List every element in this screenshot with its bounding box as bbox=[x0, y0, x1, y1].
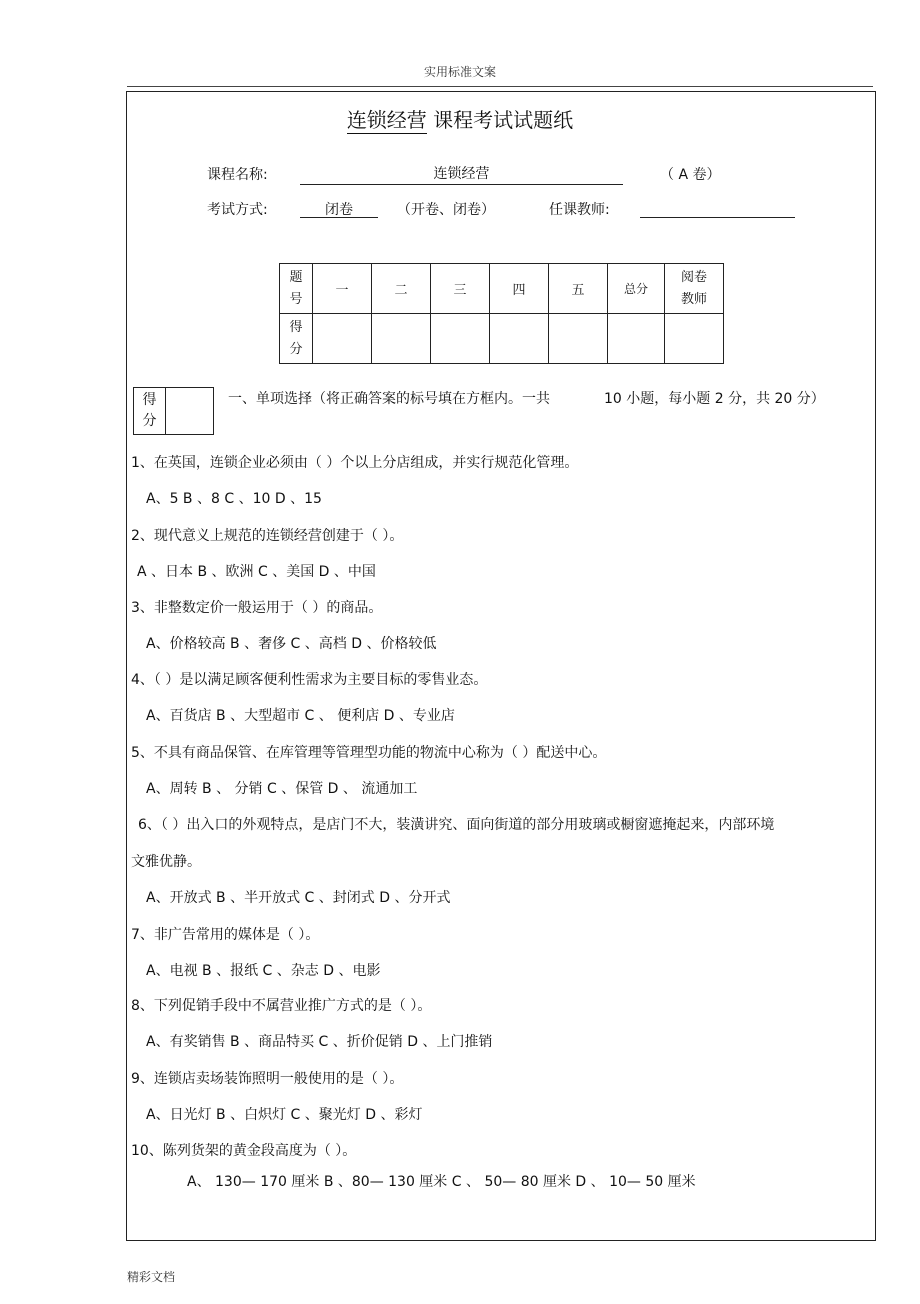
question-8-options: A、有奖销售 B 、商品特买 C 、折价促销 D 、上门推销 bbox=[146, 1034, 493, 1050]
paper-type: （ A 卷） bbox=[660, 167, 721, 183]
question-6-continued: 文雅优静。 bbox=[131, 854, 201, 870]
question-4-options: A、百货店 B 、大型超市 C 、 便利店 D 、专业店 bbox=[146, 708, 455, 724]
question-6-options: A、开放式 B 、半开放式 C 、封闭式 D 、分开式 bbox=[146, 890, 451, 906]
course-name-label: 课程名称: bbox=[207, 167, 268, 183]
question-7-options: A、电视 B 、报纸 C 、杂志 D 、电影 bbox=[146, 963, 381, 979]
question-5: 5、不具有商品保管、在库管理等管理型功能的物流中心称为（ ）配送中心。 bbox=[131, 745, 607, 761]
score-col-total: 总分 bbox=[608, 264, 665, 314]
question-10: 10、陈列货架的黄金段高度为（ ）。 bbox=[131, 1143, 357, 1159]
question-4: 4、（ ）是以满足顾客便利性需求为主要目标的零售业态。 bbox=[131, 672, 488, 688]
page-header: 实用标准文案 bbox=[423, 65, 496, 79]
question-7: 7、非广告常用的媒体是（ ）。 bbox=[131, 927, 320, 943]
section1-count: 10 小题，每小题 2 分，共 20 分） bbox=[604, 391, 825, 407]
course-name-line bbox=[300, 184, 623, 185]
page-title bbox=[0, 104, 920, 133]
score-col-2: 二 bbox=[372, 264, 431, 314]
score-col-4: 四 bbox=[490, 264, 549, 314]
title-rest: 课程考试试题纸 bbox=[426, 108, 574, 132]
question-2: 2、现代意义上规范的连锁经营创建于（ ）。 bbox=[131, 528, 404, 544]
score-cell[interactable] bbox=[665, 314, 724, 364]
question-9: 9、连锁店卖场装饰照明一般使用的是（ ）。 bbox=[131, 1071, 404, 1087]
question-9-options: A、日光灯 B 、白炽灯 C 、聚光灯 D 、彩灯 bbox=[146, 1107, 423, 1123]
question-3-options: A、价格较高 B 、奢侈 C 、高档 D 、价格较低 bbox=[146, 636, 437, 652]
score-cell[interactable] bbox=[313, 314, 372, 364]
question-1: 1、在英国，连锁企业必须由（ ）个以上分店组成，并实行规范化管理。 bbox=[131, 455, 579, 471]
exam-mode-label: 考试方式: bbox=[207, 202, 268, 218]
section1-score-box bbox=[133, 387, 214, 435]
question-2-options: A 、日本 B 、欧洲 C 、美国 D 、中国 bbox=[137, 564, 376, 580]
question-1-options: A、5 B 、8 C 、10 D 、15 bbox=[146, 491, 322, 507]
question-5-options: A、周转 B 、 分销 C 、保管 D 、 流通加工 bbox=[146, 781, 418, 797]
title-course: 连锁经营 bbox=[346, 108, 427, 132]
course-name-field[interactable]: 连锁经营 bbox=[433, 166, 490, 182]
question-10-options: A、 130— 170 厘米 B 、80— 130 厘米 C 、 50— 80 厘米 D 、 10— 50 厘米 bbox=[187, 1174, 696, 1190]
score-col-3: 三 bbox=[431, 264, 490, 314]
score-cell[interactable] bbox=[490, 314, 549, 364]
exam-mode-options: （开卷、闭卷） bbox=[397, 202, 495, 218]
score-cell[interactable] bbox=[372, 314, 431, 364]
score-cell[interactable] bbox=[608, 314, 665, 364]
score-col-reviewer: 阅卷 教师 bbox=[665, 264, 724, 314]
section1-heading: 一、单项选择（将正确答案的标号填在方框内。一共 bbox=[228, 391, 550, 407]
question-6: 6、（ ）出入口的外观特点，是店门不大，装潢讲究、面向街道的部分用玻璃或橱窗遮掩起来，内部环境 bbox=[138, 817, 775, 833]
score-table-head-question: 题 号 bbox=[280, 264, 313, 314]
question-3: 3、非整数定价一般运用于（ ）的商品。 bbox=[131, 600, 383, 616]
score-table bbox=[279, 263, 724, 364]
score-table-head-score: 得 分 bbox=[280, 314, 313, 364]
header-rule bbox=[127, 86, 873, 87]
score-col-5: 五 bbox=[549, 264, 608, 314]
section1-score-label: 得 分 bbox=[134, 388, 166, 435]
score-cell[interactable] bbox=[549, 314, 608, 364]
score-col-1: 一 bbox=[313, 264, 372, 314]
teacher-field[interactable] bbox=[640, 217, 795, 218]
score-cell[interactable] bbox=[431, 314, 490, 364]
question-8: 8、下列促销手段中不属营业推广方式的是（ ）。 bbox=[131, 998, 432, 1014]
exam-mode-field[interactable]: 闭卷 bbox=[325, 202, 353, 218]
teacher-label: 任课教师: bbox=[549, 202, 610, 218]
page-footer: 精彩文档 bbox=[127, 1270, 176, 1284]
section1-score-cell[interactable] bbox=[166, 388, 214, 435]
